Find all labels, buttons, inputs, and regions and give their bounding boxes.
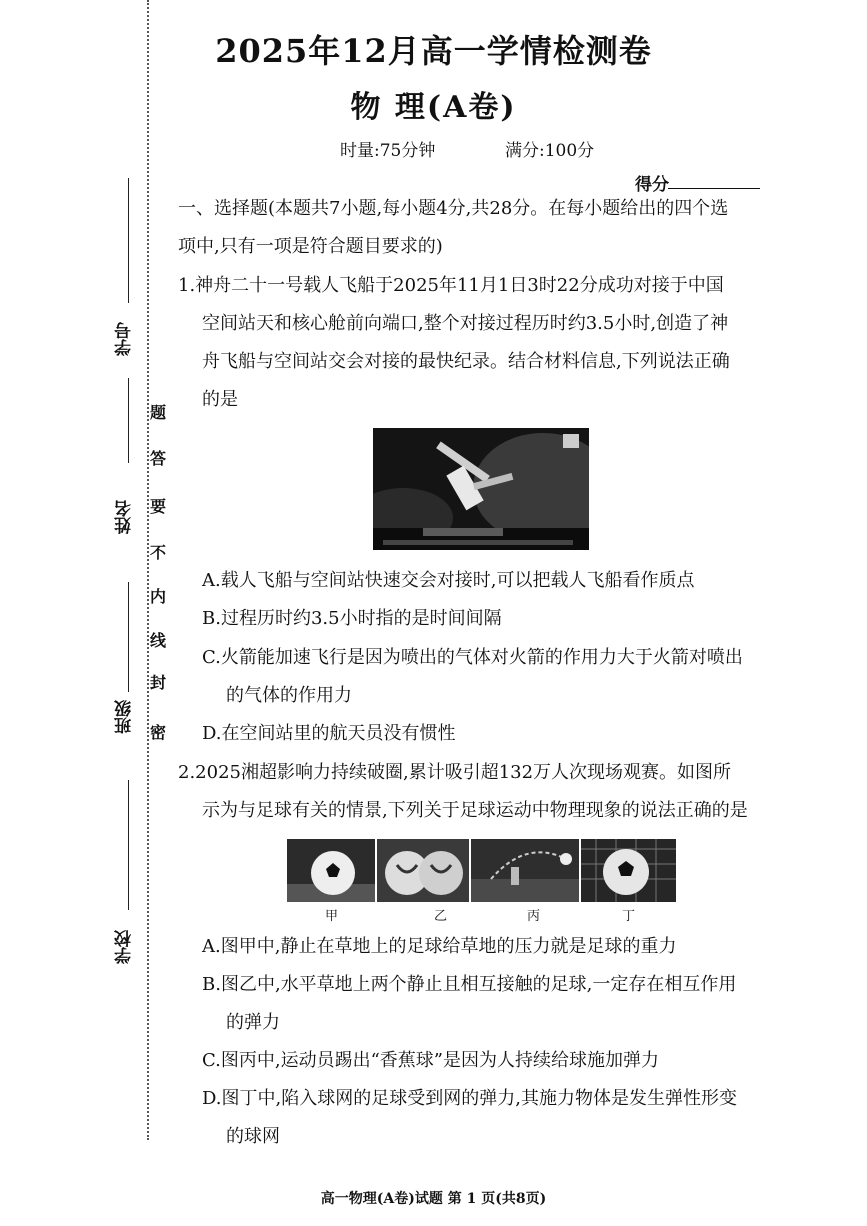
q1-stem: 空间站天和核心舱前向端口,整个对接过程历时约3.5小时,创造了神 [202,313,729,334]
school-label: 学校 [115,930,135,964]
class-line[interactable] [128,582,129,692]
spacecraft-docking-photo [373,428,589,550]
football-photo-jia [287,839,375,902]
student-id-label: 学号 [115,322,135,356]
q2-option-b-cont: 的弹力 [226,1012,280,1033]
seal-char: 密 [150,723,167,742]
score-blank[interactable] [668,188,760,189]
name-label: 姓名 [115,500,135,534]
name-line[interactable] [128,378,129,463]
seal-char: 题 [150,403,167,422]
q1-stem: 舟飞船与空间站交会对接的最快纪录。结合材料信息,下列说法正确 [202,351,730,372]
q1-option-a: A.载人飞船与空间站快速交会对接时,可以把载人飞船看作质点 [202,570,695,591]
q1-option-b: B.过程历时约3.5小时指的是时间间隔 [202,608,502,629]
q2-option-d-cont: 的球网 [226,1126,280,1147]
q1-stem: 1.神舟二十一号载人飞船于2025年11月1日3时22分成功对接于中国 [178,275,724,296]
caption-ding: 丁 [622,909,636,924]
q1-stem: 的是 [202,389,238,410]
score-label: 得分 [635,175,669,195]
school-line[interactable] [128,780,129,910]
caption-yi: 乙 [434,909,448,924]
q1-option-c: C.火箭能加速飞行是因为喷出的气体对火箭的作用力大于火箭对喷出 [202,647,743,668]
seal-char: 答 [150,449,167,468]
seal-char: 内 [150,587,167,606]
football-photo-ding [581,839,676,902]
q2-option-a: A.图甲中,静止在草地上的足球给草地的压力就是足球的重力 [202,936,677,957]
q2-stem: 示为与足球有关的情景,下列关于足球运动中物理现象的说法正确的是 [202,800,748,821]
seal-char: 线 [150,631,167,650]
caption-bing: 丙 [527,909,541,924]
q2-stem: 2.2025湘超影响力持续破圈,累计吸引超132万人次现场观赛。如图所 [178,762,732,783]
q1-option-d: D.在空间站里的航天员没有惯性 [202,723,456,744]
section-heading-cont: 项中,只有一项是符合题目要求的) [178,236,443,257]
exam-title: 2025年12月高一学情检测卷 [215,32,652,70]
q2-option-c: C.图丙中,运动员踢出“香蕉球”是因为人持续给球施加弹力 [202,1050,659,1071]
class-label: 班级 [115,700,135,734]
binding-dotted-line [147,0,149,1140]
section-heading: 一、选择题(本题共7小题,每小题4分,共28分。在每小题给出的四个选 [178,198,729,219]
seal-char: 封 [150,673,167,692]
seal-char: 不 [150,543,167,562]
q1-option-c-cont: 的气体的作用力 [226,685,352,706]
q2-option-d: D.图丁中,陷入球网的足球受到网的弹力,其施力物体是发生弹性形变 [202,1088,737,1109]
football-photo-yi [377,839,469,902]
q2-option-b: B.图乙中,水平草地上两个静止且相互接触的足球,一定存在相互作用 [202,974,737,995]
football-photo-bing [471,839,579,902]
student-id-line[interactable] [128,178,129,303]
caption-jia: 甲 [325,909,339,924]
full-score: 满分:100分 [505,141,595,161]
page-footer: 高一物理(A卷)试题 第 1 页(共8页) [320,1191,547,1207]
seal-char: 要 [150,497,167,516]
time-limit: 时量:75分钟 [340,141,436,161]
subject-title: 物 理(A卷) [350,90,517,125]
